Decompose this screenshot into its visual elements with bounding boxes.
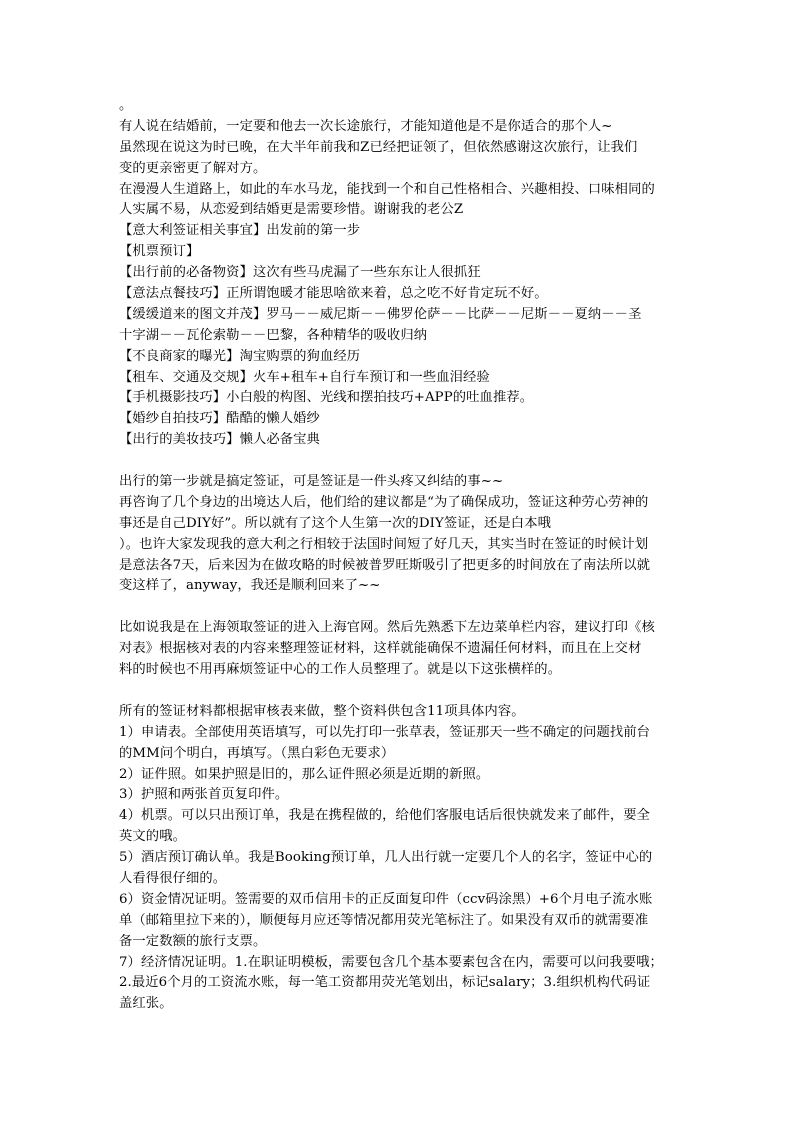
toc-item: 【缓缓道来的图文并茂】罗马－－威尼斯－－佛罗伦萨－－比萨－－尼斯－－夏纳－－圣 (119, 306, 642, 322)
text-line: 料的时候也不用再麻烦签证中心的工作人员整理了。就是以下这张横样的。 (119, 662, 562, 678)
paragraph-spacer (119, 681, 679, 702)
toc-item: 【租车、交通及交规】火车+租车+自行车预订和一些血泪经验 (119, 369, 490, 385)
list-item: 7）经济情况证明。1.在职证明模板，需要包含几个基本要素包含在内，需要可以问我要哦； (119, 954, 663, 970)
text-line: 。 (119, 98, 133, 113)
text-line: 虽然现在说这为时已晚，在大半年前我和Z已经把证领了，但依然感谢这次旅行，让我们 (119, 139, 638, 155)
text-line: 事还是自己DIY好”。所以就有了这个人生第一次的DIY签证，还是白本哦 (119, 515, 551, 531)
toc-item: 【机票预订】 (119, 244, 200, 260)
list-item: 人看得很仔细的。 (119, 870, 227, 886)
visa-intro-paragraph (119, 472, 679, 597)
toc-item: 【意法点餐技巧】正所谓饱暖才能思啥欲来着，总之吃不好肯定玩不好。 (119, 286, 548, 302)
list-item: 1）申请表。全部使用英语填写，可以先打印一张草表，签证那天一些不确定的问题找前台 (119, 724, 651, 740)
text-line: 出行的第一步就是搞定签证，可是签证是一件头疼又纠结的事~~ (119, 474, 504, 490)
list-item: 盖红张。 (119, 996, 173, 1012)
text-line: 所有的签证材料都根据审核表来做，整个资料供包含11项具体内容。 (119, 703, 525, 719)
toc-item: 【出行前的必备物资】这次有些马虎漏了一些东东让人很抓狂 (119, 265, 481, 281)
text-line: 变这样了，anyway，我还是顺利回来了~~ (119, 578, 381, 594)
text-line: 在漫漫人生道路上，如此的车水马龙，能找到一个和自己性格相合、兴趣相投、口味相同的 (119, 181, 655, 197)
toc-item: 【婚纱自拍技巧】酷酷的懒人婚纱 (119, 411, 320, 427)
list-item: 备一定数额的旅行支票。 (119, 933, 267, 949)
list-item: 5）酒店预订确认单。我是Booking预订单，几人出行就一定要几个人的名字，签证中心的 (119, 850, 653, 866)
list-item: 的MM问个明白，再填写。（黑白彩色无要求） (119, 745, 395, 761)
list-item: 4）机票。可以只出预订单，我是在携程做的，给他们客服电话后很快就发来了邮件，要全 (119, 808, 651, 824)
toc-item: 【意大利签证相关事宜】出发前的第一步 (119, 223, 361, 239)
list-item: 3）护照和两张首页复印件。 (119, 787, 289, 803)
shanghai-visa-paragraph (119, 618, 679, 681)
text-line: 有人说在结婚前，一定要和他去一次长途旅行，才能知道他是不是你适合的那个人~ (119, 118, 613, 134)
visa-materials-list (119, 702, 679, 1015)
toc-item: 【出行的美妆技巧】懒人必备宝典 (119, 432, 320, 448)
list-item: 2.最近6个月的工资流水账，每一笔工资都用荧光笔划出，标记salary；3.组织机构代码证 (119, 975, 651, 991)
text-line: 变的更亲密更了解对方。 (119, 160, 267, 176)
text-line: 再咨询了几个身边的出境达人后，他们给的建议都是“为了确保成功，签证这种劳心劳神的 (119, 494, 649, 510)
toc-item: 【手机摄影技巧】小白般的构图、光线和摆拍技巧+APP的吐血推荐。 (119, 390, 534, 406)
text-line: 人实属不易，从恋爱到结婚更是需要珍惜。谢谢我的老公Z (119, 202, 464, 218)
list-item: 英文的哦。 (119, 829, 186, 845)
text-line: 比如说我是在上海领取签证的进入上海官网。然后先熟悉下左边菜单栏内容，建议打印《核 (119, 620, 655, 636)
paragraph-spacer (119, 597, 679, 618)
toc-item: 【不良商家的曝光】淘宝购票的狗血经历 (119, 348, 361, 364)
toc-item: 十字湖－－瓦伦索勒－－巴黎，各种精华的吸收归纳 (119, 327, 428, 343)
document-body (119, 96, 679, 1015)
text-line: 是意法各7天，后来因为在做攻略的时候被普罗旺斯吸引了把更多的时间放在了南法所以就 (119, 557, 651, 573)
list-item: 单（邮箱里拉下来的），顺便每月应还等情况都用荧光笔标注了。如果没有双币的就需要准 (119, 912, 649, 928)
list-item: 6）资金情况证明。签需要的双币信用卡的正反面复印件（ccv码涂黑）+6个月电子流水账 (119, 891, 653, 907)
table-of-contents (119, 221, 679, 451)
text-line: ）。也许大家发现我的意大利之行相较于法国时间短了好几天，其实当时在签证的时候计划 (119, 536, 649, 552)
list-item: 2）证件照。如果护照是旧的，那么证件照必须是近期的新照。 (119, 766, 490, 782)
paragraph-spacer (119, 451, 679, 472)
intro-block (119, 96, 679, 221)
text-line: 对表》根据核对表的内容来整理签证材料，这样就能确保不遗漏任何材料，而且在上交材 (119, 641, 642, 657)
